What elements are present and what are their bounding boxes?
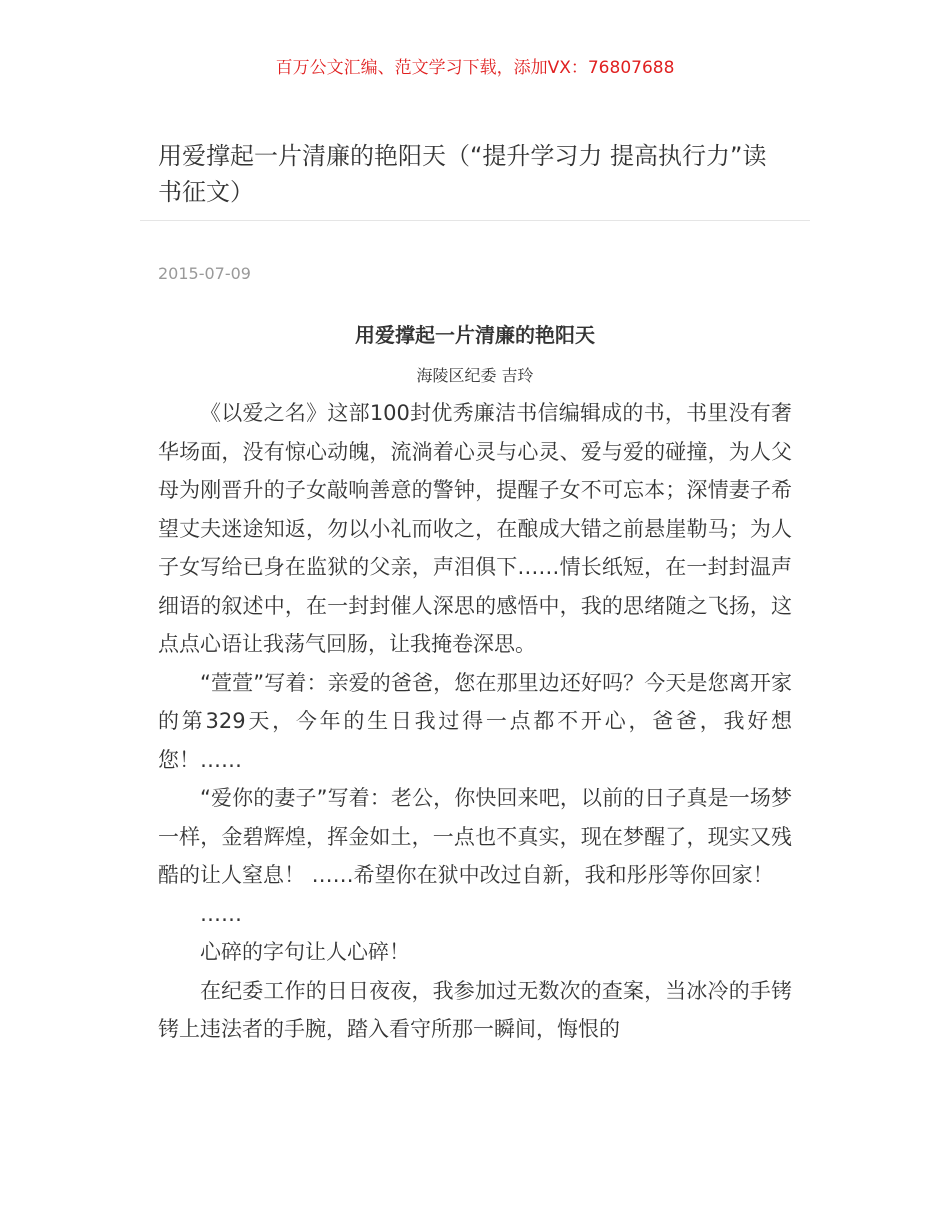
article-paragraph: 《以爱之名》这部100封优秀廉洁书信编辑成的书，书里没有奢华场面，没有惊心动魄，流淌着心灵与心灵、爱与爱的碰撞，为人父母为刚晋升的子女敲响善意的警钟，提醒子女不可忘本；深情妻子希望丈夫迷途知返，勿以小礼而收之，在酿成大错之前悬崖勒马；为人子女写给已身在监狱的父亲，声泪俱下……情长纸短，在一封封温声细语的叙述中，在一封封催人深思的感悟中，我的思绪随之飞扬，这点点心语让我荡气回肠，让我掩卷深思。 [158, 401, 792, 656]
article-heading: 用爱撑起一片清廉的艳阳天 [355, 323, 595, 347]
title-divider [140, 220, 810, 221]
article-paragraph: “爱你的妻子”写着：老公，你快回来吧，以前的日子真是一场梦一样，金碧辉煌，挥金如土，一点也不真实，现在梦醒了，现实又残酷的让人窒息！ ……希望你在狱中改过自新，我和彤彤等你回家！ [158, 786, 792, 887]
article-paragraph: 在纪委工作的日日夜夜，我参加过无数次的查案，当冰冷的手铐铐上违法者的手腕，踏入看守所那一瞬间，悔恨的 [158, 978, 792, 1041]
publish-date: 2015-07-09 [158, 264, 251, 283]
article-author: 海陵区纪委 吉玲 [416, 366, 534, 385]
article-paragraph: 心碎的字句让人心碎！ [200, 940, 410, 964]
article-paragraph: …… [200, 901, 242, 926]
article-paragraph: “萱萱”写着：亲爱的爸爸，您在那里边还好吗？今天是您离开家的第329天，今年的生日我过得一点都不开心，爸爸，我好想您！…… [158, 670, 792, 772]
article-body [158, 394, 792, 1049]
promo-banner: 百万公文汇编、范文学习下载，添加VX：76807688 [275, 58, 675, 78]
page-title: 用爱撑起一片清廉的艳阳天（“提升学习力 提高执行力”读书征文） [158, 142, 767, 206]
